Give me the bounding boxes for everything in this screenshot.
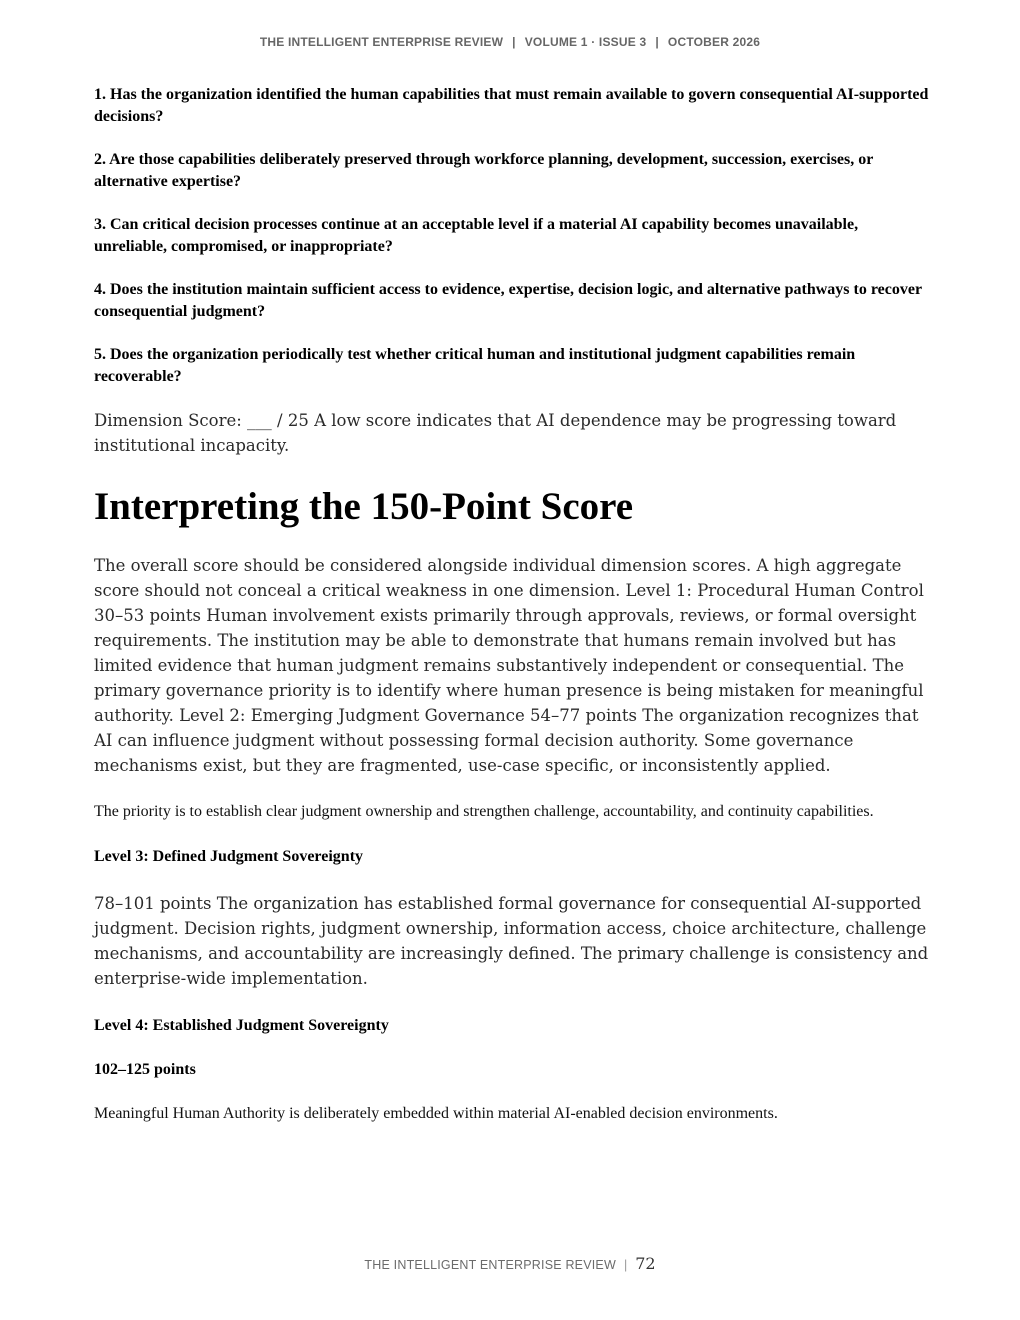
assessment-question: 2. Are those capabilities deliberately preserved through workforce planning, development, succession, exercises, or alternative expertise? bbox=[94, 151, 874, 190]
header-date: OCTOBER 2026 bbox=[667, 35, 761, 49]
section-title: Interpreting the 150-Point Score bbox=[94, 485, 634, 528]
page-number: 72 bbox=[635, 1254, 656, 1273]
priority-paragraph: The priority is to establish clear judgment ownership and strengthen challenge, accountability, and continuity capabilities. bbox=[94, 803, 874, 820]
level-4-paragraph: Meaningful Human Authority is deliberately embedded within material AI-enabled decision environments. bbox=[94, 1105, 778, 1122]
assessment-question: 1. Has the organization identified the human capabilities that must remain available to govern consequential AI-supported decisions? bbox=[94, 86, 929, 125]
header-issue: VOLUME 1 · ISSUE 3 bbox=[524, 35, 647, 49]
header-separator: | bbox=[512, 35, 516, 49]
level-3-paragraph: 78–101 points The organization has established formal governance for consequential AI-supported judgment. Decision rights, judgment ownership, information access, choice architecture, challenge mechanisms, and accountability are increasingly defined. The primary challenge is consistency and enterprise-wide implementation. bbox=[94, 894, 929, 988]
dimension-score: Dimension Score: ___ / 25 A low score indicates that AI dependence may be progressing toward institutional incapacity. bbox=[94, 411, 897, 455]
level-4-heading: Level 4: Established Judgment Sovereignty bbox=[94, 1017, 389, 1034]
page-footer bbox=[0, 1254, 1020, 1274]
main-content bbox=[94, 84, 930, 1125]
header-publication: THE INTELLIGENT ENTERPRISE REVIEW bbox=[259, 35, 504, 49]
assessment-question: 5. Does the organization periodically test whether critical human and institutional judgment capabilities remain recoverable? bbox=[94, 346, 856, 385]
header-separator: | bbox=[655, 35, 659, 49]
assessment-question: 3. Can critical decision processes continue at an acceptable level if a material AI capability becomes unavailable, unreliable, compromised, or inappropriate? bbox=[94, 216, 859, 255]
level-4-points: 102–125 points bbox=[94, 1060, 196, 1078]
overall-score-paragraph: The overall score should be considered alongside individual dimension scores. A high aggregate score should not conceal a critical weakness in one dimension. Level 1: Procedural Human Control 30–53 points Human involvement exists primarily through approvals, reviews, or formal oversight requirements. The institution may be able to demonstrate that humans remain involved but has limited evidence that human judgment remains substantively independent or consequential. The primary governance priority is to identify where human presence is being mistaken for meaningful authority. Level 2: Emerging Judgment Governance 54–77 points The organization recognizes that AI can influence judgment without possessing formal decision authority. Some governance mechanisms exist, but they are fragmented, use-case specific, or inconsistently applied. bbox=[94, 556, 924, 775]
footer-publication: THE INTELLIGENT ENTERPRISE REVIEW bbox=[364, 1258, 616, 1272]
running-header bbox=[0, 35, 1020, 49]
level-3-heading: Level 3: Defined Judgment Sovereignty bbox=[94, 847, 364, 865]
footer-separator: | bbox=[623, 1258, 628, 1272]
assessment-question: 4. Does the institution maintain sufficient access to evidence, expertise, decision logic, and alternative pathways to recover consequential judgment? bbox=[94, 281, 922, 320]
